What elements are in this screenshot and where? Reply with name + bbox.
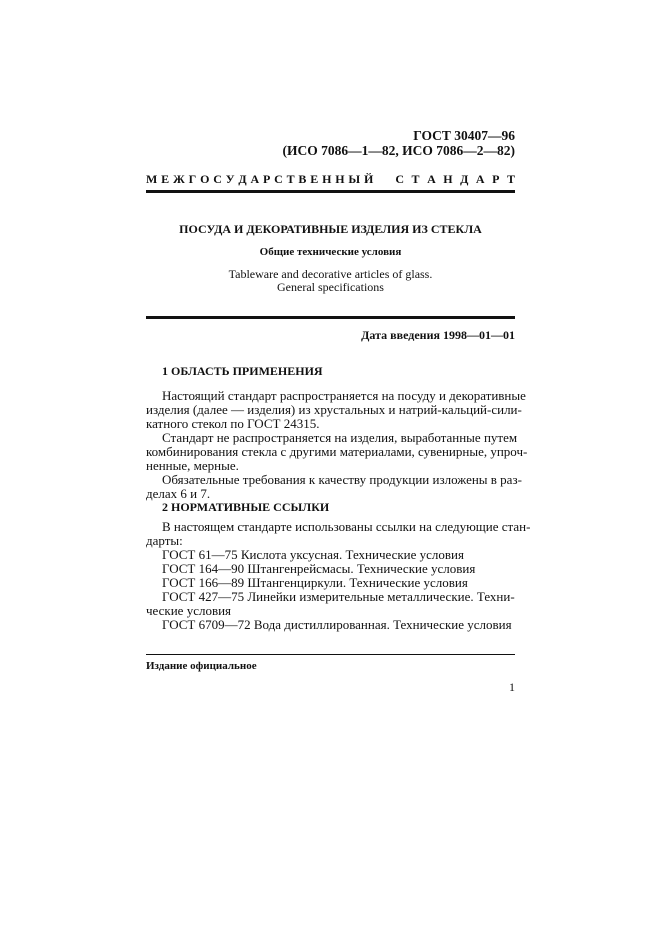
section-1-paragraph-line: Стандарт не распространяется на изделия, выработанные путем [162,430,518,445]
english-title-line2: General specifications [277,280,384,294]
normative-reference: ГОСТ 61—75 Кислота уксусная. Технические условия [162,547,464,562]
section-2-intro-line: дарты: [146,533,183,548]
section-1-paragraph-line: Обязательные требования к качеству продукции изложены в раз- [162,472,522,487]
standard-code: ГОСТ 30407—96 [413,128,515,143]
section-1-paragraph-line: катного стекол по ГОСТ 24315. [146,416,320,431]
standard-type-word: С Т А Н Д А Р Т [395,172,515,186]
section-1-paragraph-line: делах 6 и 7. [146,486,211,501]
header-rule [146,190,515,193]
normative-reference: ГОСТ 427—75 Линейки измерительные металлические. Техни- [162,589,515,604]
section-1-heading: 1 ОБЛАСТЬ ПРИМЕНЕНИЯ [162,364,323,378]
section-2-intro-line: В настоящем стандарте использованы ссылки на следующие стан- [162,519,531,534]
document-title: ПОСУДА И ДЕКОРАТИВНЫЕ ИЗДЕЛИЯ ИЗ СТЕКЛА [179,222,482,236]
page-number: 1 [509,680,515,694]
normative-reference: ГОСТ 166—89 Штангенциркули. Технические условия [162,575,468,590]
section-1-paragraph-line: Настоящий стандарт распространяется на посуду и декоративные [162,388,526,403]
iso-equivalents: (ИСО 7086—1—82, ИСО 7086—2—82) [282,143,515,158]
standard-code-block [283,128,516,158]
english-title [146,268,515,294]
standard-type-word: М Е Ж Г О С У Д А Р С Т В Е Н Н Ы Й [146,172,374,186]
document-subtitle: Общие технические условия [259,246,402,258]
english-title-line1: Tableware and decorative articles of glass. [228,267,433,281]
standard-type [146,172,515,187]
introduction-date: Дата введения 1998—01—01 [361,328,515,342]
normative-reference: ГОСТ 164—90 Штангенрейсмасы. Технические условия [162,561,476,576]
section-1-paragraph-line: ненные, мерные. [146,458,239,473]
edition-label: Издание официальное [146,660,257,672]
section-1-paragraph-line: комбинирования стекла с другими материалами, сувенирные, упроч- [146,444,528,459]
title-rule [146,316,515,319]
footer-rule [146,654,515,655]
normative-reference: ческие условия [146,603,232,618]
section-1-paragraph-line: изделия (далее — изделия) из хрустальных и натрий-кальций-сили- [146,402,522,417]
section-2-heading: 2 НОРМАТИВНЫЕ ССЫЛКИ [162,500,330,514]
normative-reference: ГОСТ 6709—72 Вода дистиллированная. Технические условия [162,617,512,632]
